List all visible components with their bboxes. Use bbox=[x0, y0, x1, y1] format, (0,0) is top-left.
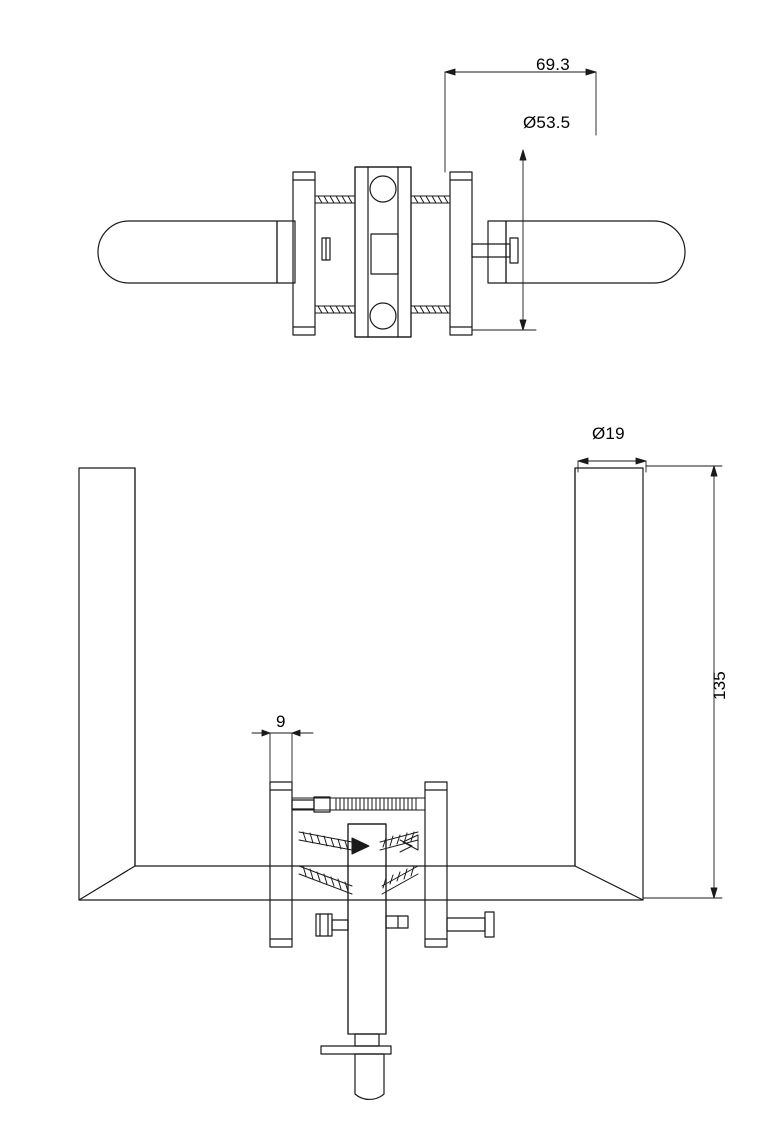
lever-bar-right bbox=[506, 221, 685, 283]
lever-neck-left bbox=[277, 221, 295, 283]
fixing-screw-section-lower-right bbox=[382, 866, 418, 894]
fixing-screw-right-bottom bbox=[411, 306, 450, 313]
arrow-135-bottom bbox=[711, 888, 717, 898]
lock-case-section bbox=[348, 824, 386, 1034]
arrow-9-left bbox=[262, 730, 270, 736]
dimension-d19 bbox=[578, 458, 646, 472]
rosette-left-section bbox=[270, 782, 292, 947]
arrow-9-right bbox=[292, 730, 300, 736]
arrow-69-3-left bbox=[445, 69, 455, 75]
rosette-left-detail bbox=[293, 180, 315, 327]
spindle-head-left-section bbox=[316, 914, 332, 936]
arrow-135-top bbox=[711, 466, 717, 476]
lock-hole-top bbox=[370, 176, 396, 202]
lock-spindle-window bbox=[371, 234, 398, 274]
spindle-shaft-left-section bbox=[332, 920, 348, 930]
lock-body-outline bbox=[355, 167, 411, 337]
lock-body bbox=[355, 167, 411, 337]
spindle-shaft-right bbox=[472, 244, 510, 257]
lock-fixing-right bbox=[386, 916, 408, 928]
latch-collar bbox=[355, 1034, 379, 1046]
lever-neck-right bbox=[488, 221, 506, 283]
dimension-label-handle-length: 135 bbox=[710, 671, 729, 700]
door-leaf-right bbox=[575, 468, 643, 900]
fixing-screw-left-top bbox=[315, 196, 355, 203]
latch-faceplate bbox=[321, 1046, 391, 1054]
fixing-screw-section-lower-left bbox=[299, 866, 352, 894]
side-section-view bbox=[79, 468, 643, 1099]
dimension-label-rosette-thickness: 9 bbox=[276, 712, 286, 731]
lock-hole-bottom bbox=[370, 303, 396, 329]
dimension-69-3 bbox=[445, 69, 596, 172]
rosette-left bbox=[293, 172, 315, 335]
arrow-d19-right bbox=[636, 458, 646, 464]
spindle-tip-right-section bbox=[485, 912, 494, 937]
rod-nut-left bbox=[292, 800, 314, 809]
arrow-d19-left bbox=[578, 458, 588, 464]
dimension-label-overall-projection: 69.3 bbox=[536, 55, 570, 74]
arrow-d53-5-top bbox=[520, 150, 526, 160]
rosette-right bbox=[450, 172, 472, 335]
dimension-label-lever-bar-diameter: Ø19 bbox=[592, 424, 625, 443]
dimension-9 bbox=[252, 730, 313, 786]
arrow-69-3-right bbox=[586, 69, 596, 75]
fixing-screw-section-upper-left bbox=[299, 832, 369, 854]
dimension-d53-5 bbox=[472, 150, 536, 330]
lever-bar-left bbox=[98, 221, 277, 283]
front-elevation-view bbox=[98, 167, 685, 337]
door-leaf-left bbox=[79, 468, 135, 900]
spindle-shaft-right-section bbox=[447, 918, 485, 931]
fixing-screw-left-bottom bbox=[315, 306, 355, 313]
arrow-d53-5-bottom bbox=[520, 320, 526, 330]
latch-bolt bbox=[355, 1054, 384, 1099]
dimension-label-rosette-diameter: Ø53.5 bbox=[523, 113, 571, 132]
rosette-right-detail bbox=[450, 180, 472, 327]
fixing-screw-right-top bbox=[411, 196, 450, 203]
rosette-right-section bbox=[425, 782, 447, 947]
spindle-tip-right bbox=[510, 238, 518, 263]
